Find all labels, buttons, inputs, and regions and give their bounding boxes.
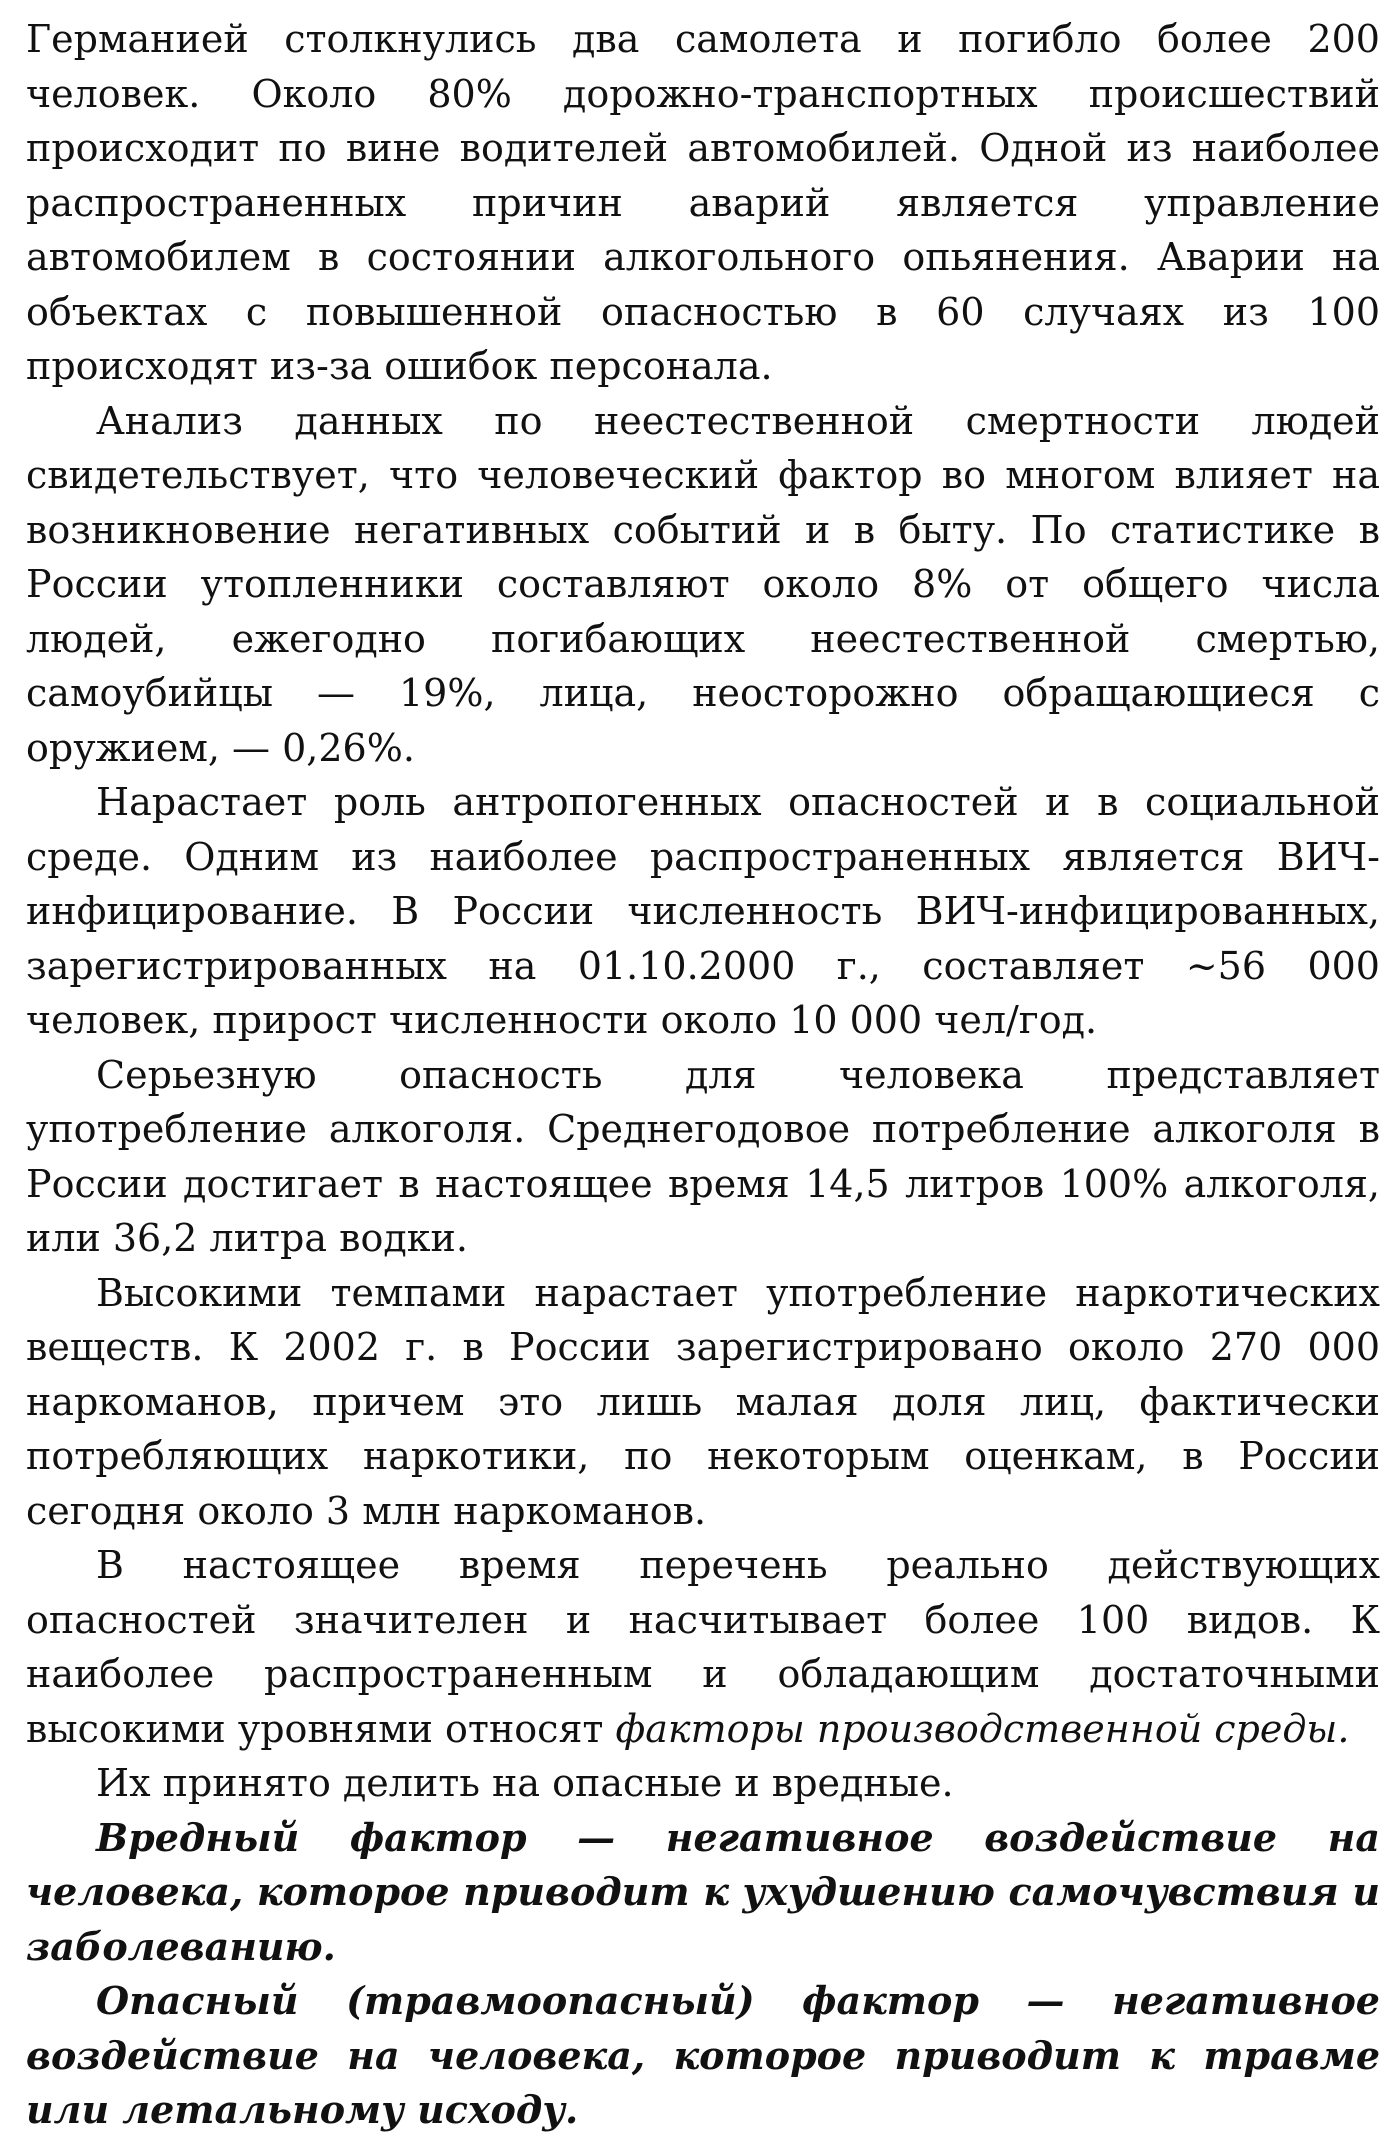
- paragraph-unnatural-deaths: Анализ данных по неестественной смертности людей свидетельствует, что человеческий фактор во многом влияет на возникновение негативных событий и в быту. По статистике в России утопленники составляют около 8% от общего числа людей, ежегодно погибающих неестественной смертью, самоубийцы — 19%, лица, неосторожно обращающиеся с оружием, — 0,26%.: [26, 398, 1380, 770]
- production-factors-emphasis: факторы производственной среды.: [615, 1706, 1350, 1751]
- definition-dangerous-factor: Опасный (травмоопасный) фактор — негативное воздействие на человека, которое приводит к травме или летальному исходу.: [26, 1978, 1380, 2132]
- paragraph-classification: Их принято делить на опасные и вредные.: [96, 1761, 954, 1805]
- paragraph-drugs: Высокими темпами нарастает употребление наркотических веществ. К 2002 г. в России зарегистрировано около 270 000 наркоманов, причем это лишь малая доля лиц, фактически потребляющих наркотики, по некоторым оценкам, в России сегодня около 3 млн наркоманов.: [26, 1270, 1380, 1533]
- paragraph-hazard-list: [26, 1538, 1380, 1756]
- paragraph-accidents: Германией столкнулись два самолета и погибло более 200 человек. Около 80% дорожно-транспортных происшествий происходит по вине водителей автомобилей. Одной из наиболее распространенных причин аварий является управление автомобилем в состоянии алкогольного опьянения. Аварии на объектах с повышенной опасностью в 60 случаях из 100 происходят из-за ошибок персонала.: [26, 17, 1380, 388]
- paragraph-hazard-list-text: В настоящее время перечень реально действующих опасностей значителен и насчитывает более 100 видов. К наиболее распространенным и обладающим достаточными высокими уровнями относят: [26, 1543, 1380, 1751]
- document-page: [26, 0, 1380, 2132]
- definition-harmful-factor: Вредный фактор — негативное воздействие на человека, которое приводит к ухудшению самочувствия и заболеванию.: [26, 1814, 1380, 1969]
- paragraph-hiv: Нарастает роль антропогенных опасностей и в социальной среде. Одним из наиболее распространенных является ВИЧ-инфицирование. В России численность ВИЧ-инфицированных, зарегистрированных на 01.10.2000 г., составляет ~56 000 человек, прирост численности около 10 000 чел/год.: [26, 780, 1380, 1042]
- paragraph-alcohol: Серьезную опасность для человека представляет употребление алкоголя. Среднегодовое потребление алкоголя в России достигает в настоящее время 14,5 литров 100% алкоголя, или 36,2 литра водки.: [26, 1052, 1380, 1260]
